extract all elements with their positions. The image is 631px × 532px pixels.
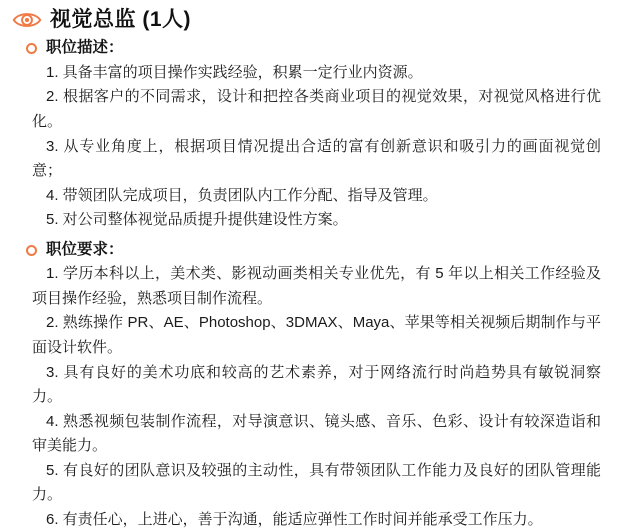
section-title: 职位描述： — [46, 39, 124, 57]
list-item: 1. 学历本科以上，美术类、影视动画类相关专业优先，有 5 年以上相关工作经验及项目操作经验，熟悉项目制作流程。 — [32, 265, 601, 307]
section-items — [10, 262, 617, 532]
section-heading-row — [10, 241, 617, 260]
list-item: 5. 有良好的团队意识及较强的主动性，具有带领团队工作能力及良好的团队管理能力。 — [32, 461, 601, 504]
page-title-row — [10, 8, 617, 31]
list-item: 3. 从专业角度上，根据项目情况提出合适的富有创新意识和吸引力的画面视觉创意； — [32, 137, 601, 179]
ring-icon — [26, 43, 37, 54]
page-title: 视觉总监 (1人) — [50, 8, 191, 31]
list-item: 2. 根据客户的不同需求，设计和把控各类商业项目的视觉效果，对视觉风格进行优化。 — [32, 88, 601, 130]
list-item: 2. 熟练操作 PR、AE、Photoshop、3DMAX、Maya、苹果等相关视频后期制作与平面设计软件。 — [32, 314, 601, 356]
section-job-requirements — [10, 241, 617, 532]
section-title: 职位要求： — [46, 240, 124, 258]
eye-icon — [12, 9, 42, 31]
section-heading-row — [10, 39, 617, 58]
list-item: 5. 对公司整体视觉品质提升提供建设性方案。 — [46, 211, 348, 229]
list-item: 4. 带领团队完成项目，负责团队内工作分配、指导及管理。 — [46, 186, 438, 204]
list-item: 3. 具有良好的美术功底和较高的艺术素养，对于网络流行时尚趋势具有敏锐洞察力。 — [32, 363, 601, 405]
list-item: 1. 具备丰富的项目操作实践经验，积累一定行业内资源。 — [46, 63, 423, 81]
ring-icon — [26, 245, 37, 256]
section-job-description — [10, 39, 617, 233]
list-item: 6. 有责任心，上进心，善于沟通，能适应弹性工作时间并能承受工作压力。 — [46, 510, 543, 528]
section-items — [10, 61, 617, 233]
list-item: 4. 熟悉视频包装制作流程，对导演意识、镜头感、音乐、色彩、设计有较深造诣和审美能力。 — [32, 412, 601, 454]
